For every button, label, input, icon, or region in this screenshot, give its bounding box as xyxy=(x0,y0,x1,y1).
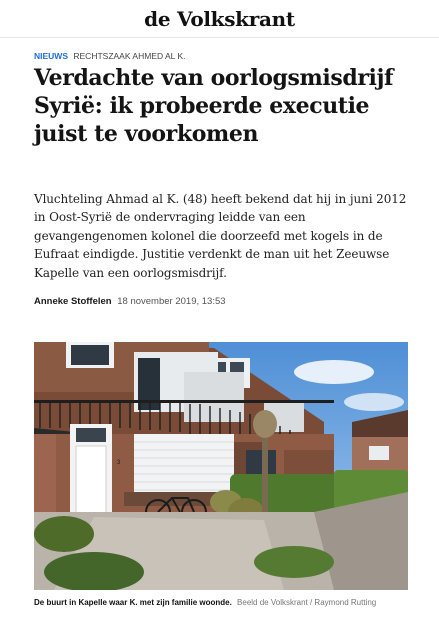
house-number: 3 xyxy=(117,460,121,466)
byline xyxy=(34,296,226,307)
article-photo xyxy=(34,342,408,590)
article-lead: Vluchteling Ahmad al K. (48) heeft bekend dat hij in juni 2012 in Oost-Syrië de ondervraging leidde van een gevangengenomen kolonel die doorzeefd met kogels in de Eufraat eindigde. Justitie verdenkt de man uit het Zeeuwse Kapelle van een oorlogsmisdrijf. xyxy=(34,192,407,280)
section-link[interactable]: NIEUWS xyxy=(34,51,68,61)
topic-link[interactable]: RECHTSZAAK AHMED AL K. xyxy=(73,51,186,61)
photo-caption xyxy=(34,597,404,608)
photo-illustration xyxy=(34,342,408,590)
article-kicker xyxy=(34,51,185,61)
caption-text: De buurt in Kapelle waar K. met zijn familie woonde. xyxy=(34,598,232,607)
site-logo[interactable]: de Volkskrant xyxy=(144,7,295,31)
publish-date: 18 november 2019, 13:53 xyxy=(117,296,226,307)
author-link[interactable]: Anneke Stoffelen xyxy=(34,296,112,307)
photo-credit: Beeld de Volkskrant / Raymond Rutting xyxy=(237,598,377,607)
article-headline: Verdachte van oorlogsmisdrijf Syrië: ik probeerde executie juist te voorkomen xyxy=(34,65,394,147)
masthead xyxy=(0,0,439,38)
